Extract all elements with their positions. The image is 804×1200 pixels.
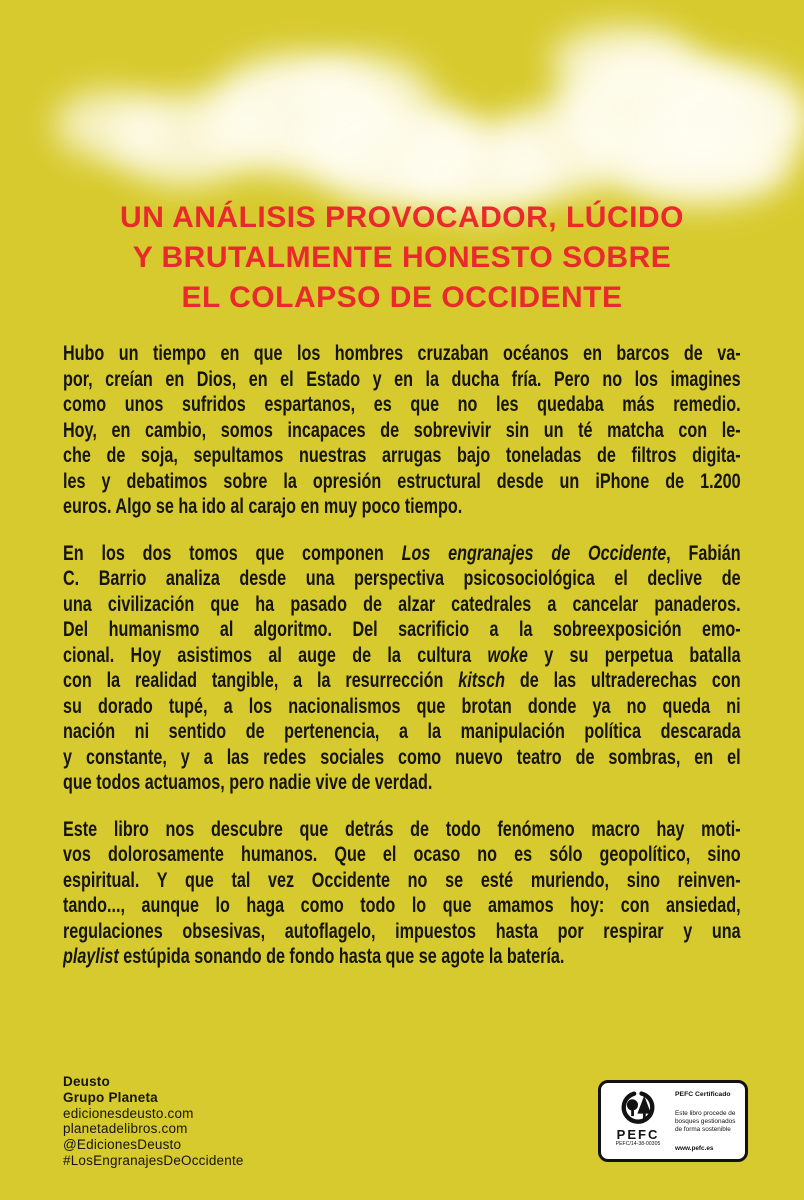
body-line: playlist estúpida sonando de fondo hasta que se agote la batería. xyxy=(63,945,565,968)
publisher-line: #LosEngranajesDeOccidente xyxy=(63,1152,244,1168)
body-paragraphs xyxy=(63,341,741,991)
body-line: su dorado tupé, a los nacionalismos que brotan donde ya no queda ni xyxy=(63,694,741,718)
paragraph xyxy=(63,541,741,796)
body-line: por, creían en Dios, en el Estado y en la ducha fría. Pero no los imagines xyxy=(63,367,741,391)
body-line: Hoy, en cambio, somos incapaces de sobrevivir sin un té matcha con le- xyxy=(63,418,741,442)
headline-line: EL COLAPSO DE OCCIDENTE xyxy=(181,281,623,314)
pefc-logo-icon xyxy=(618,1090,658,1126)
body-line: vos dolorosamente humanos. Que el ocaso no es sólo geopolítico, sino xyxy=(63,843,741,866)
pefc-title: PEFC Certificado xyxy=(675,1091,731,1098)
body-line: como unos sufridos espartanos, es que no les quedaba más remedio. xyxy=(63,393,741,416)
body-line: C. Barrio analiza desde una perspectiva psicosociológica el declive de xyxy=(63,567,741,590)
body-line: espiritual. Y que tal vez Occidente no se esté muriendo, sino reinven- xyxy=(63,868,741,892)
body-line: Del humanismo al algoritmo. Del sacrificio a la sobreexposición emo- xyxy=(63,618,741,641)
publisher-line: Grupo Planeta xyxy=(63,1089,158,1105)
body-line: una civilización que ha pasado de alzar catedrales a cancelar panaderos. xyxy=(63,592,741,616)
paragraph xyxy=(63,341,741,520)
body-line: que todos actuamos, pero nadie vive de verdad. xyxy=(63,771,433,794)
body-line: con la realidad tangible, a la resurrección kitsch de las ultraderechas con xyxy=(63,669,741,692)
cloud-image xyxy=(0,0,804,220)
pefc-description: Este libro procede de bosques gestionados de forma sostenible xyxy=(675,1110,736,1133)
body-line: Hubo un tiempo en que los hombres cruzaban océanos en barcos de va- xyxy=(63,342,741,365)
body-line: les y debatimos sobre la opresión estructural desde un iPhone de 1.200 xyxy=(63,469,741,493)
headline xyxy=(0,198,804,318)
publisher-line: edicionesdeusto.com xyxy=(63,1105,194,1121)
publisher-line: planetadelibros.com xyxy=(63,1121,188,1137)
publisher-line: Deusto xyxy=(63,1074,110,1089)
pefc-badge-left xyxy=(608,1088,668,1155)
pefc-url: www.pefc.es xyxy=(675,1145,714,1152)
body-line: y constante, y a las redes sociales como nuevo teatro de sombras, en el xyxy=(63,745,741,769)
body-line: regulaciones obsesivas, autoflagelo, impuestos hasta por respirar y una xyxy=(63,919,741,943)
body-line: Este libro nos descubre que detrás de todo fenómeno macro hay moti- xyxy=(63,817,741,841)
body-line: nación ni sentido de pertenencia, a la manipulación política descarada xyxy=(63,720,741,743)
headline-line: UN ANÁLISIS PROVOCADOR, LÚCIDO xyxy=(120,201,684,234)
body-line: tando..., aunque lo haga como todo lo que amamos hoy: con ansiedad, xyxy=(63,894,741,917)
body-line: cional. Hoy asistimos al auge de la cultura woke y su perpetua batalla xyxy=(63,643,741,667)
publisher-line: @EdicionesDeusto xyxy=(63,1137,182,1153)
pefc-cert-code: PEFC/14-38-00305 xyxy=(615,1141,661,1147)
body-line: euros. Algo se ha ido al carajo en muy poco tiempo. xyxy=(63,495,463,518)
paragraph xyxy=(63,817,741,970)
pefc-badge-right xyxy=(675,1088,738,1155)
body-line: En los dos tomos que componen Los engranajes de Occidente, Fabián xyxy=(63,541,741,565)
publisher-block xyxy=(63,1074,244,1169)
headline-line: Y BRUTALMENTE HONESTO SOBRE xyxy=(132,241,672,274)
body-line: che de soja, sepultamos nuestras arrugas bajo toneladas de filtros digita- xyxy=(63,444,741,467)
pefc-acronym: PEFC xyxy=(616,1127,660,1142)
pefc-badge xyxy=(598,1080,748,1162)
